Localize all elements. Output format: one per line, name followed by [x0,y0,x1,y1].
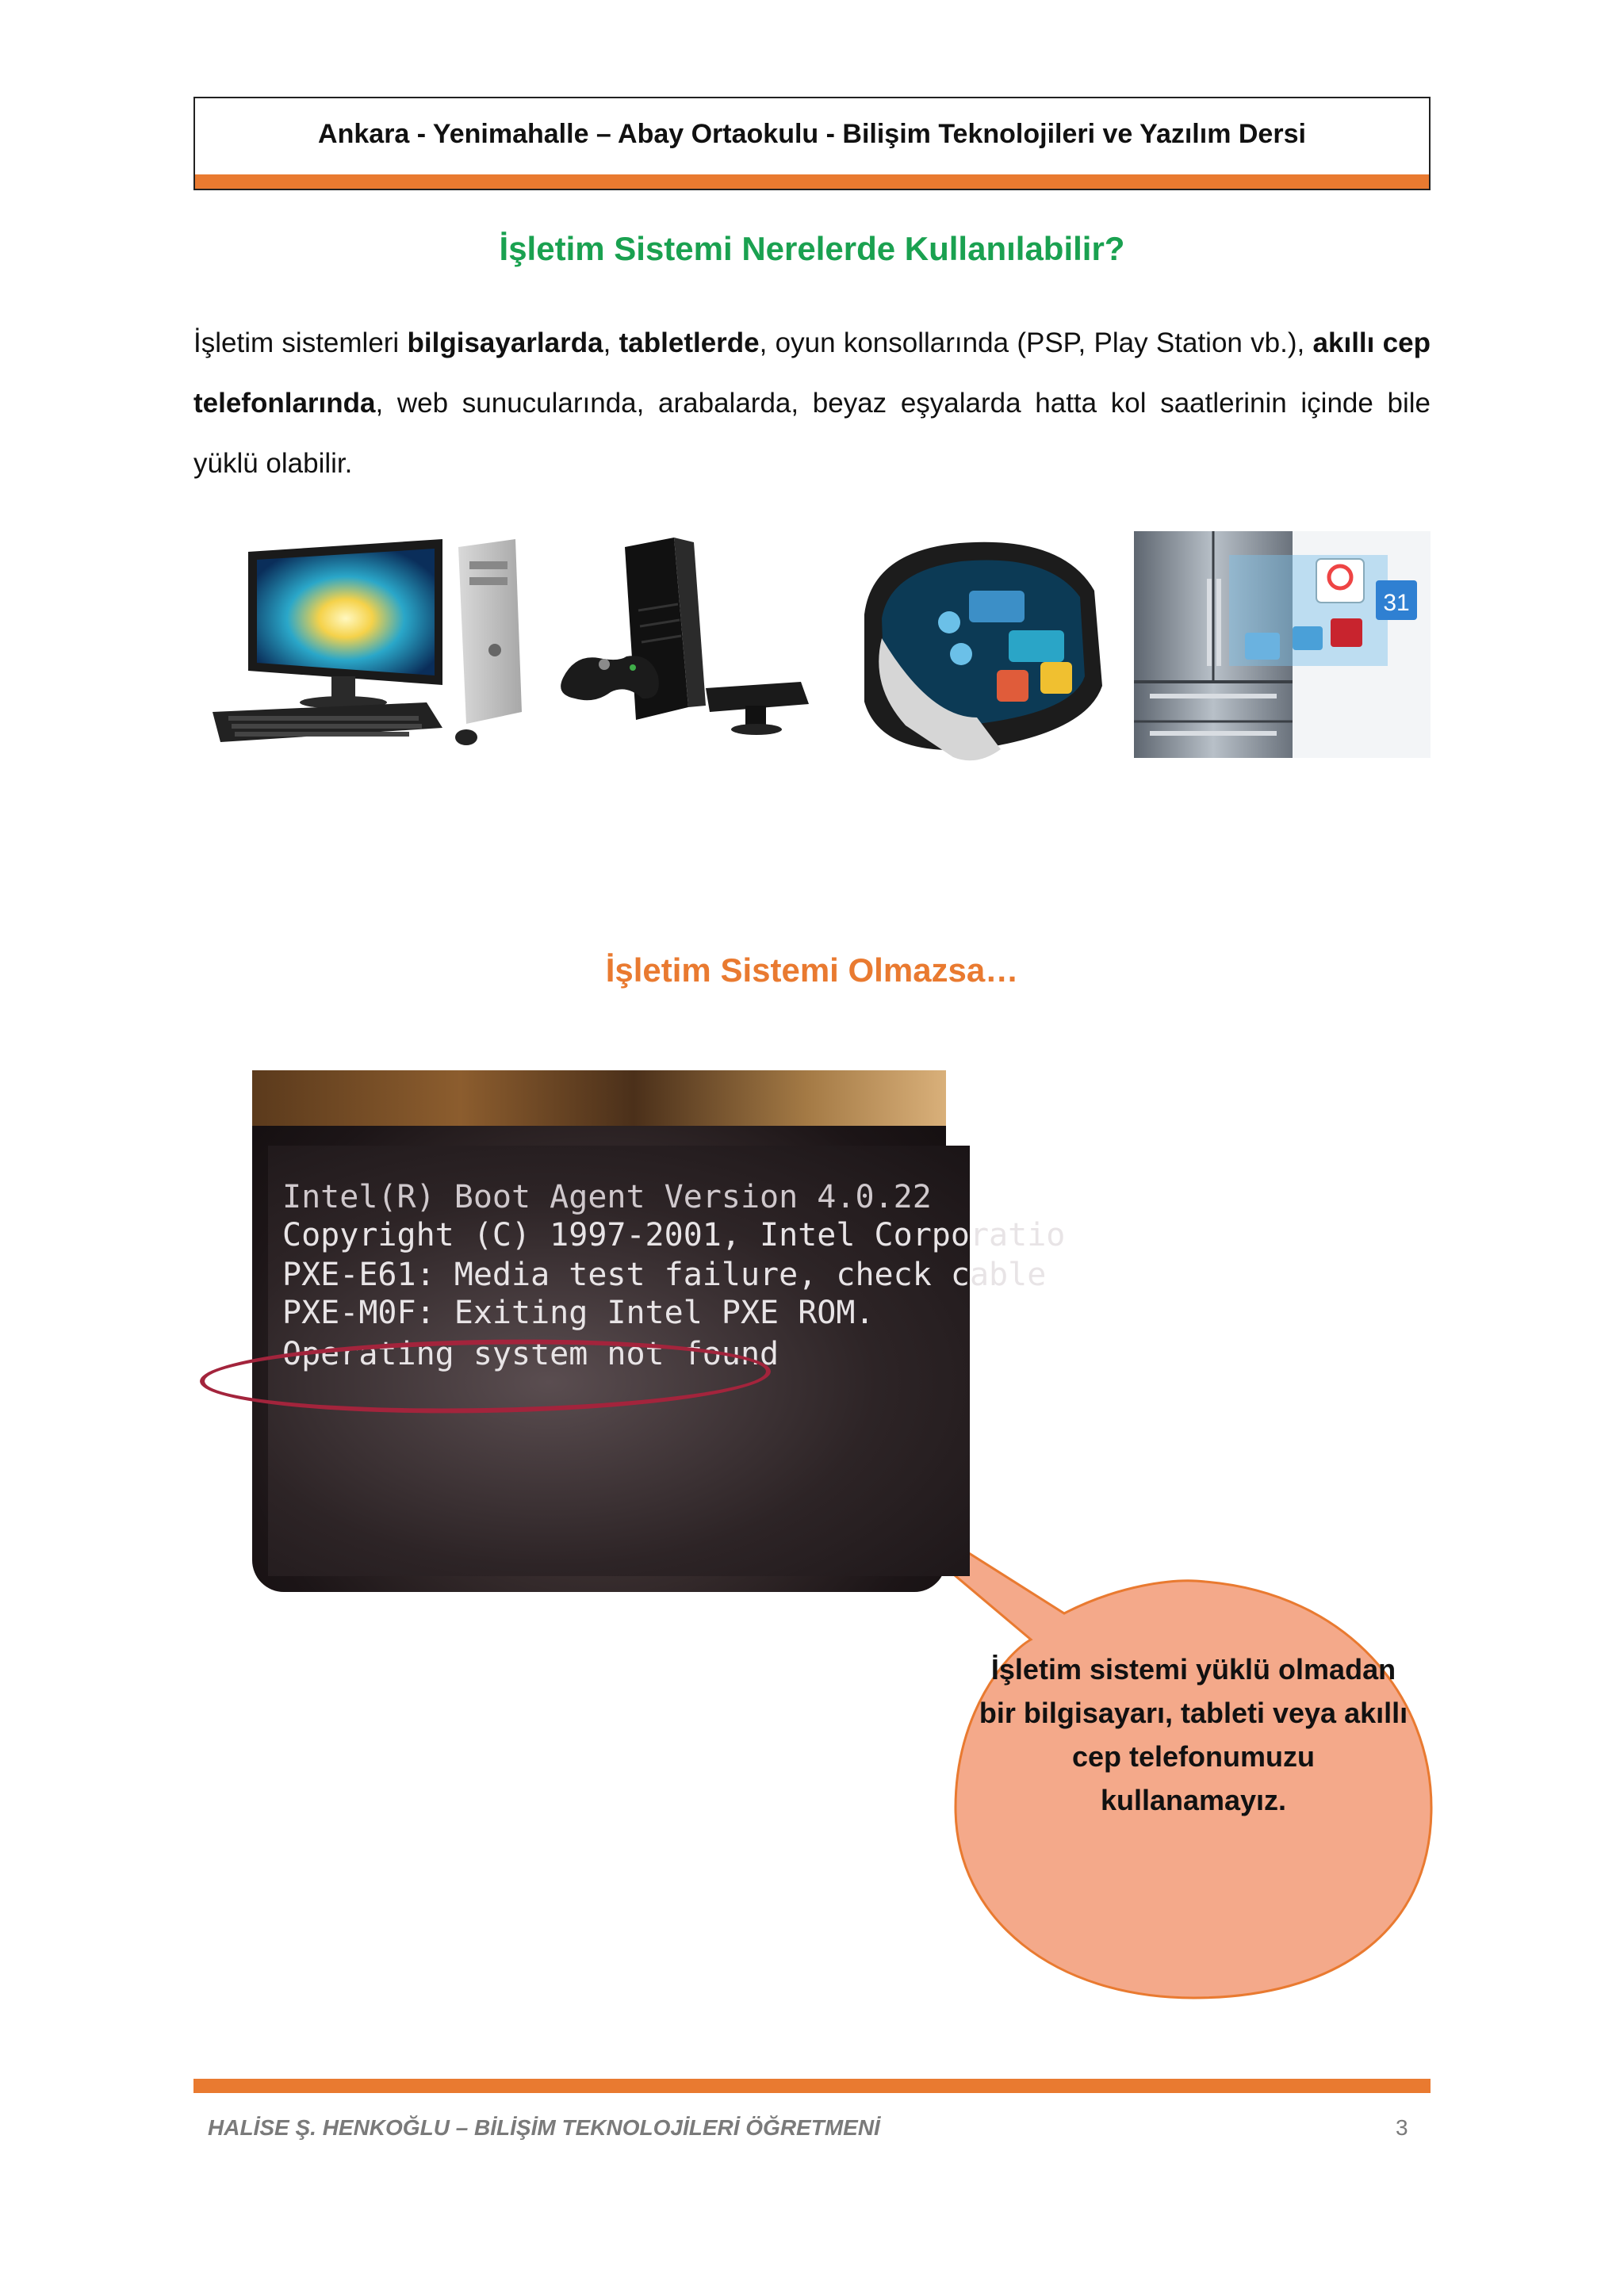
section-heading-usage: İşletim Sistemi Nerelerde Kullanılabilir? [499,230,1125,267]
photo-background-wall [252,1070,946,1126]
svg-text:31: 31 [1383,590,1410,616]
bold-text-run: bilgisayarlarda [407,327,603,358]
section-heading-without-os: İşletim Sistemi Olmazsa… [605,951,1019,989]
page-number: 3 [1396,2115,1408,2140]
terminal-line: PXE-E61: Media test failure, check cable [282,1257,1047,1293]
text-run: , [603,327,619,358]
text-run: , oyun konsollarında (PSP, Play Station vb.), [759,327,1313,358]
callout-text: İşletim sistemi yüklü olmadan bir bilgisayarı, tableti veya akıllı cep telefonumuzu kullanamayız. [979,1653,1408,1816]
boot-error-photo [252,1070,1066,1592]
terminal-line: Copyright (C) 1997-2001, Intel Corporatio [282,1217,1066,1253]
footer-accent-bar [193,2079,1431,2093]
terminal-line-error: Operating system not found [282,1336,779,1372]
bold-text-run: akıllı cep telefonlarında [193,327,1431,419]
footer-author: HALİSE Ş. HENKOĞLU – BİLİŞİM TEKNOLOJİLERİ ÖĞRETMENİ [208,2115,880,2140]
text-run: , web sunucularında, arabalarda, beyaz eşyalarda hatta kol saatlerinin içinde bile yüklü olabilir. [193,388,1431,479]
text-run: İşletim sistemleri [193,327,408,358]
header-title: Ankara - Yenimahalle – Abay Ortaokulu - Bilişim Teknolojileri ve Yazılım Dersi [318,119,1306,149]
terminal-line: PXE-M0F: Exiting Intel PXE ROM. [282,1295,875,1331]
terminal-line: Intel(R) Boot Agent Version 4.0.22 [282,1179,932,1215]
bold-text-run: tabletlerde [619,327,760,358]
